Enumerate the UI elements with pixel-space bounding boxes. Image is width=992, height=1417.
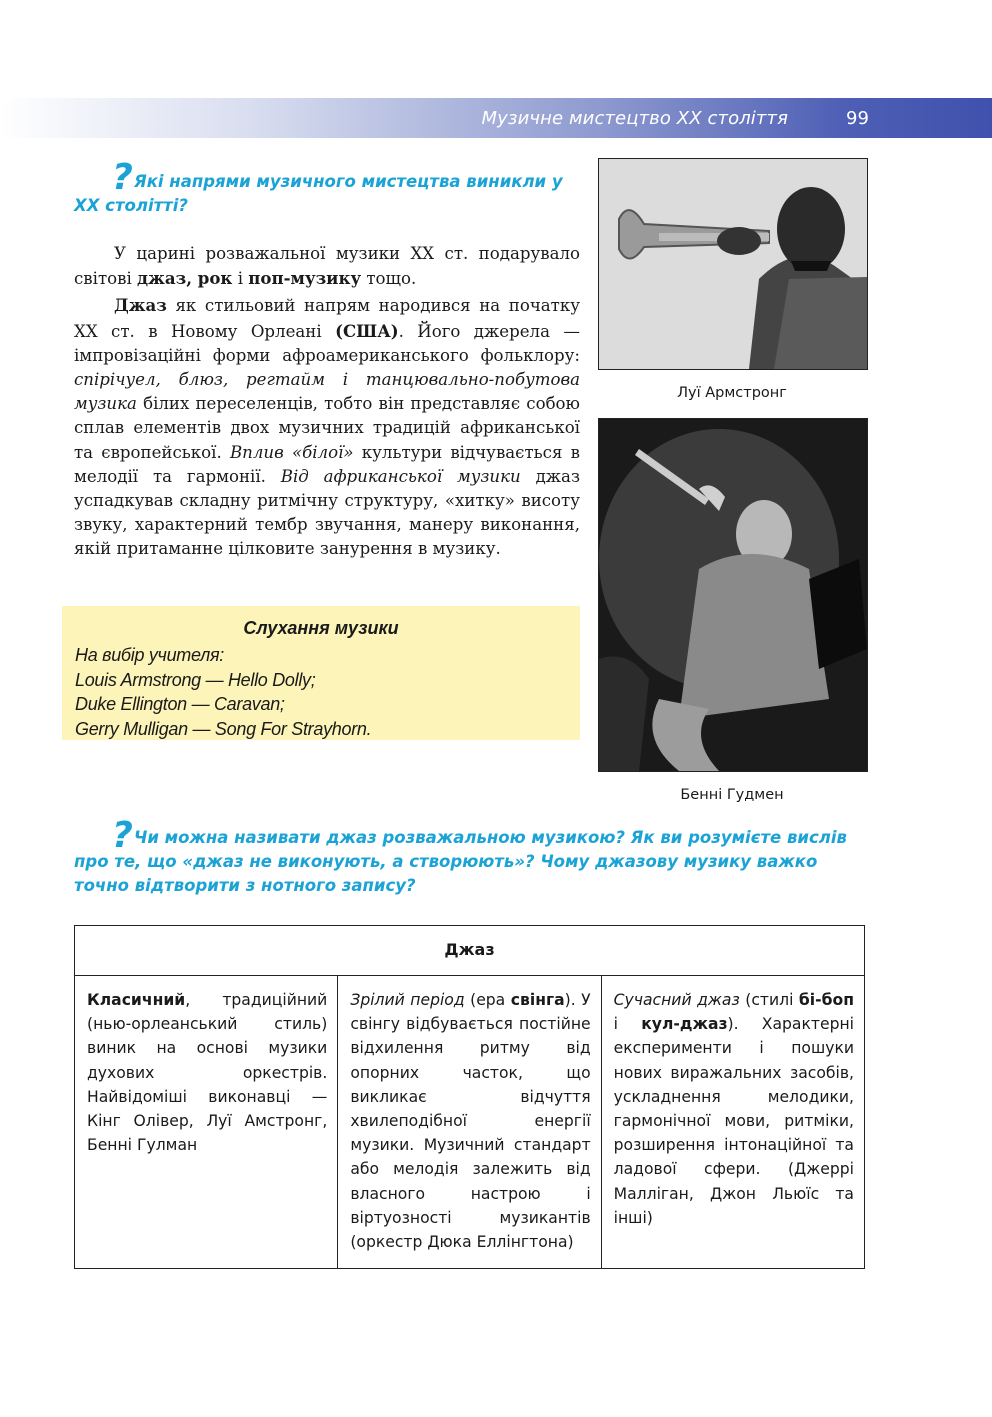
body-text bbox=[74, 242, 580, 562]
bold-term: Джаз bbox=[114, 295, 167, 316]
question-mark-icon: ? bbox=[112, 157, 133, 198]
text-span: і bbox=[613, 1015, 642, 1034]
paragraph-1 bbox=[74, 242, 580, 291]
bold-term: (США) bbox=[335, 320, 399, 341]
bold-term: свінга bbox=[510, 991, 565, 1009]
text-span: білих переселенців, тобто він представляє собою сплав елементів двох музичних традицій африканської та європейської. bbox=[74, 394, 580, 462]
table-cell-modern bbox=[601, 976, 864, 1269]
page-number: 99 bbox=[846, 108, 869, 129]
text-span: , традиційний (нью-орлеанський стиль) виник на основі музики духових оркестрів. Найвідоміші виконавці — Кінг Олівер, Луї Амстронг, Бенні Гулман bbox=[87, 991, 328, 1155]
photo-louis-armstrong bbox=[598, 158, 868, 370]
bold-term: джаз, рок bbox=[137, 268, 233, 289]
italic-term: Від африканської музики bbox=[280, 466, 521, 486]
listening-list bbox=[75, 643, 371, 741]
table-cell-swing bbox=[338, 976, 601, 1269]
question-2-text: Чи можна називати джаз розважальною музикою? Як ви розумієте вислів про те, що «джаз не виконують, а створюють»? Чому джазову музику важко точно відтворити з нотного запису? bbox=[74, 828, 847, 895]
text-span: ). У свінгу відбувається постійне відхилення ритму від опорних часток, що викликає відчуття хвилеподібної енергії музики. Музичний стандарт або мелодія залежить від власного настрою і віртуозності музикантів (оркестр Дюка Еллінгтона) bbox=[350, 991, 591, 1252]
page-header-title: Музичне мистецтво ХХ століття bbox=[481, 108, 788, 129]
listening-box bbox=[62, 606, 580, 740]
italic-term: спірічуел, блюз, регтайм і танцювально-побутова музика bbox=[74, 370, 580, 414]
listening-line: Gerry Mulligan — Song For Strayhorn. bbox=[75, 718, 372, 739]
text-span: (стилі bbox=[739, 991, 799, 1009]
photo-benny-goodman bbox=[598, 418, 868, 772]
text-span: . Його джерела — імпровізаційні форми афроамериканського фольклору: bbox=[74, 321, 580, 365]
listening-line: На вибір учителя: bbox=[75, 645, 224, 665]
listening-line: Louis Armstrong — Hello Dolly; bbox=[75, 669, 316, 690]
text-span: У царині розважальної музики ХХ ст. подарувало світові bbox=[74, 244, 580, 289]
paragraph-2 bbox=[74, 293, 580, 561]
table-header: Джаз bbox=[75, 926, 865, 976]
jazz-table bbox=[74, 925, 865, 1269]
clarinet-player-image bbox=[599, 419, 867, 771]
italic-term: Сучасний джаз bbox=[613, 991, 740, 1009]
bold-term: бі-боп bbox=[798, 991, 854, 1009]
trumpet-player-image bbox=[599, 159, 867, 369]
listening-line: Duke Ellington — Caravan; bbox=[75, 694, 285, 714]
text-span: джаз успадкував складну ритмічну структуру, «хитку» висоту звуку, характерний тембр звучання, манеру виконання, якій притаманне цілковите занурення в музику. bbox=[74, 466, 581, 559]
listening-title: Слухання музики bbox=[243, 618, 399, 638]
bold-term: кул-джаз bbox=[641, 1015, 728, 1034]
photo-caption-2: Бенні Гудмен bbox=[680, 787, 784, 803]
text-span: ). Характерні експерименти і пошуки нових виражальних засобів, ускладнення мелодики, гармонічної мови, ритміки, розширення інтонаційної та ладової сфери. (Джеррі Малліган, Джон Льюїс та інші) bbox=[613, 1015, 855, 1227]
question-2 bbox=[74, 815, 869, 898]
text-span: (ера bbox=[464, 991, 511, 1009]
text-span: і bbox=[232, 269, 249, 289]
question-1-text: Які напрями музичного мистецтва виникли у ХХ столітті? bbox=[74, 172, 563, 215]
text-span: тощо. bbox=[361, 269, 417, 289]
text-span: культури відчувається в мелодії та гармонії. bbox=[74, 442, 580, 486]
table-header-row bbox=[75, 926, 865, 976]
italic-term: Зрілий період bbox=[350, 991, 465, 1009]
text-span: як стильовий напрям народився на початку ХХ ст. в Новому Орлеані bbox=[74, 296, 580, 341]
table-row bbox=[75, 976, 865, 1269]
table-cell-classic bbox=[75, 976, 338, 1269]
italic-term: Вплив «білої» bbox=[229, 442, 354, 462]
photo-caption-1: Луї Армстронг bbox=[677, 385, 787, 401]
bold-term: Класичний bbox=[87, 991, 186, 1009]
question-1 bbox=[74, 157, 580, 218]
question-mark-icon: ? bbox=[112, 815, 133, 856]
bold-term: поп-музику bbox=[248, 268, 362, 289]
